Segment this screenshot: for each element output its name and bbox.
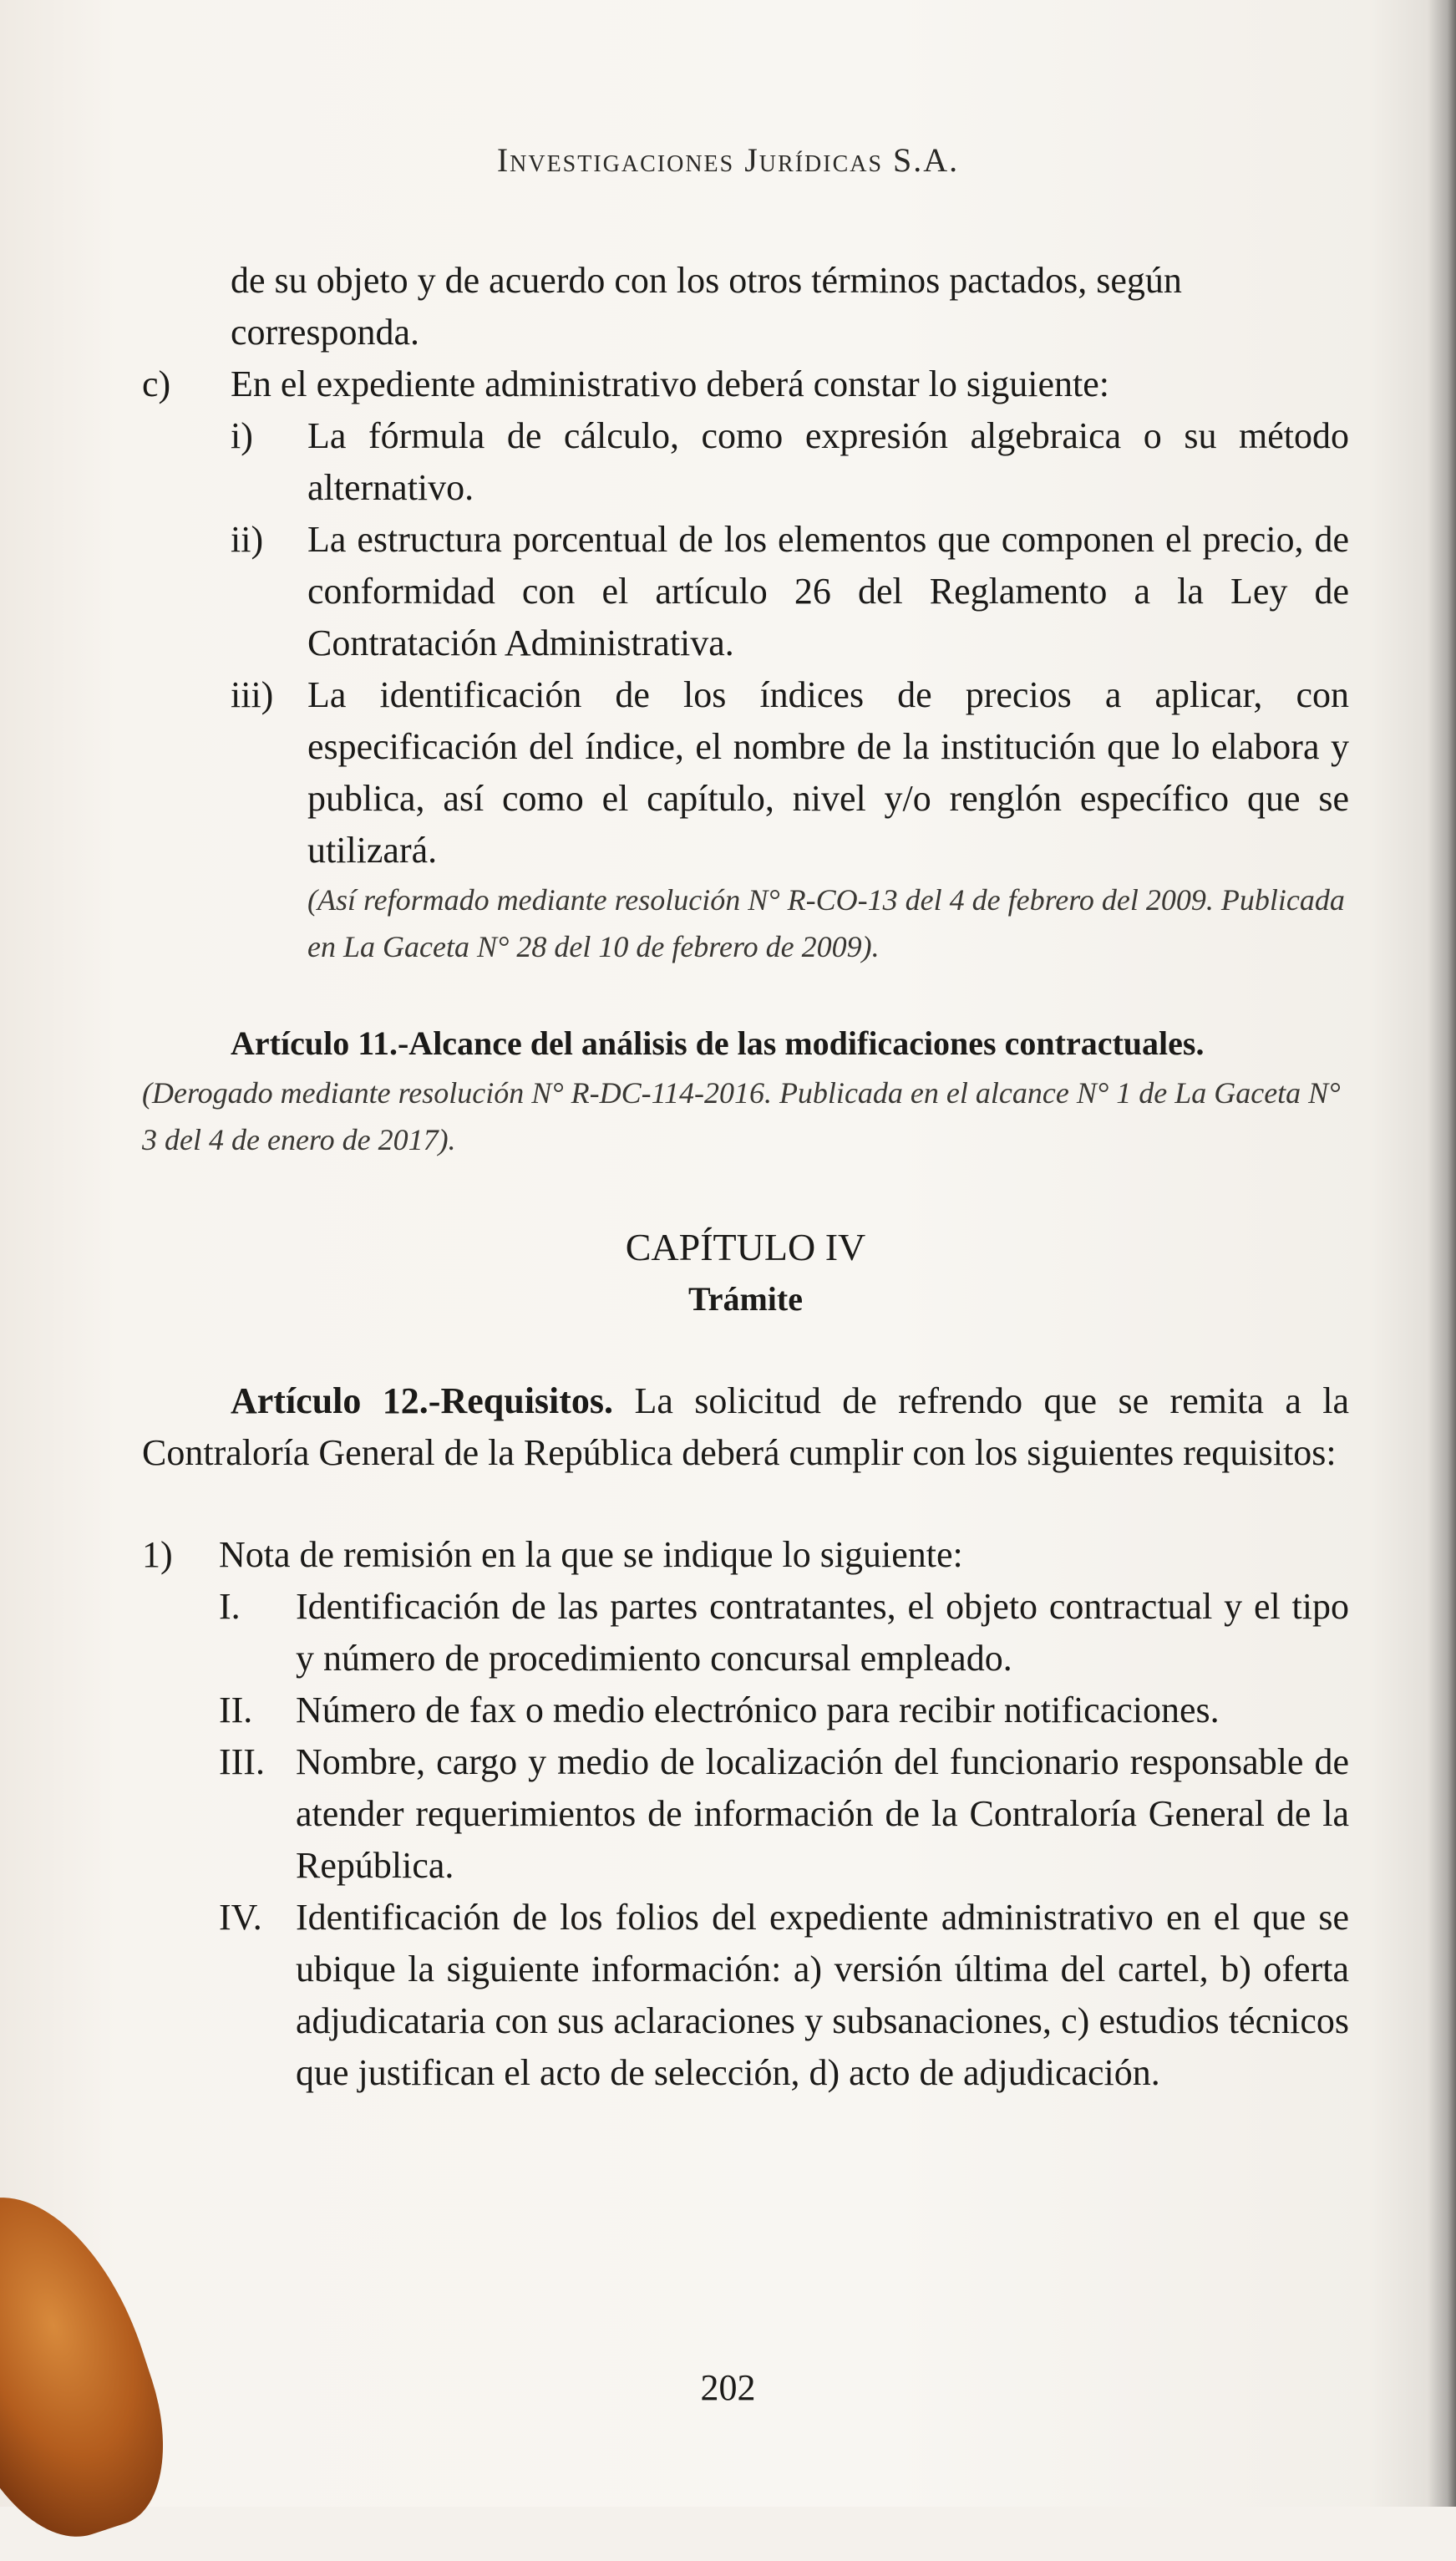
sub-item-I [219, 1581, 1349, 1684]
thumb-photo-artifact [0, 2168, 191, 2561]
article-11 [142, 1017, 1349, 1070]
article-12 [142, 1375, 1349, 1479]
list-item-text: Número de fax o medio electrónico para recibir notificaciones. [296, 1690, 1220, 1730]
list-item-text: Identificación de los folios del expediente administrativo en el que se ubique la siguiente información: a) versión última del cartel, b) oferta adjudicataria con sus aclaraciones y subsanaciones, c) estudios técnicos que justifican el acto de selección, d) acto de adjudicación. [296, 1897, 1349, 2093]
list-marker: iii) [231, 674, 274, 715]
page-content [142, 255, 1349, 2099]
article-12-heading: Artículo 12.-Requisitos. [231, 1380, 614, 1421]
continuation-text: de su objeto y de acuerdo con los otros términos pactados, según corresponda. [231, 260, 1182, 353]
list-marker: III. [219, 1741, 265, 1782]
list-item-text: Identificación de las partes contratantes, el objeto contractual y el tipo y número de procedimiento concursal empleado. [296, 1586, 1349, 1679]
list-marker: IV. [219, 1897, 262, 1938]
chapter-subtitle: Trámite [688, 1280, 803, 1318]
page-edge-shadow [1428, 0, 1456, 2507]
article-11-heading: Artículo 11.-Alcance del análisis de las modificaciones contractuales. [231, 1024, 1205, 1062]
sub-item-IV [219, 1892, 1349, 2099]
list-marker: i) [231, 415, 253, 456]
sub-item-i [231, 410, 1349, 514]
list-item-text: La identificación de los índices de precios a aplicar, con especificación del índice, el nombre de la institución que lo elabora y publica, así como el capítulo, nivel y/o renglón específico que se utilizará. [307, 674, 1349, 871]
chapter-title: CAPÍTULO IV [625, 1226, 866, 1268]
list-item-c [142, 358, 1349, 410]
sub-item-III [219, 1736, 1349, 1892]
sub-item-iii [231, 669, 1349, 877]
list-item-text: Nota de remisión en la que se indique lo siguiente: [219, 1534, 963, 1575]
sub-item-ii [231, 514, 1349, 669]
page-number: 202 [700, 2367, 756, 2408]
reform-note: (Así reformado mediante resolución N° R-CO-13 del 4 de febrero del 2009. Publicada en La Gaceta N° 28 del 10 de febrero de 2009). [307, 883, 1345, 963]
list-marker: c) [142, 363, 171, 404]
list-item-text: La fórmula de cálculo, como expresión algebraica o su método alternativo. [307, 415, 1349, 508]
running-head: Investigaciones Jurídicas S.A. [496, 141, 960, 179]
list-marker: II. [219, 1690, 253, 1730]
list-item-text: Nombre, cargo y medio de localización del funcionario responsable de atender requerimientos de información de la Contraloría General de la República. [296, 1741, 1349, 1886]
article-12-body: La solicitud de refrendo que se remita a la Contraloría General de la República deberá cumplir con los siguientes requisitos: [142, 1380, 1349, 1473]
list-item-1 [142, 1529, 1349, 1581]
list-marker: I. [219, 1586, 241, 1627]
list-marker: ii) [231, 519, 264, 560]
sub-item-II [219, 1684, 1349, 1736]
list-item-text: En el expediente administrativo deberá constar lo siguiente: [231, 363, 1109, 404]
article-11-note: (Derogado mediante resolución N° R-DC-114-2016. Publicada en el alcance N° 1 de La Gaceta N° 3 del 4 de enero de 2017). [142, 1076, 1341, 1156]
list-item-text: La estructura porcentual de los elementos que componen el precio, de conformidad con el artículo 26 del Reglamento a la Ley de Contratación Administrativa. [307, 519, 1349, 663]
list-marker: 1) [142, 1534, 173, 1575]
